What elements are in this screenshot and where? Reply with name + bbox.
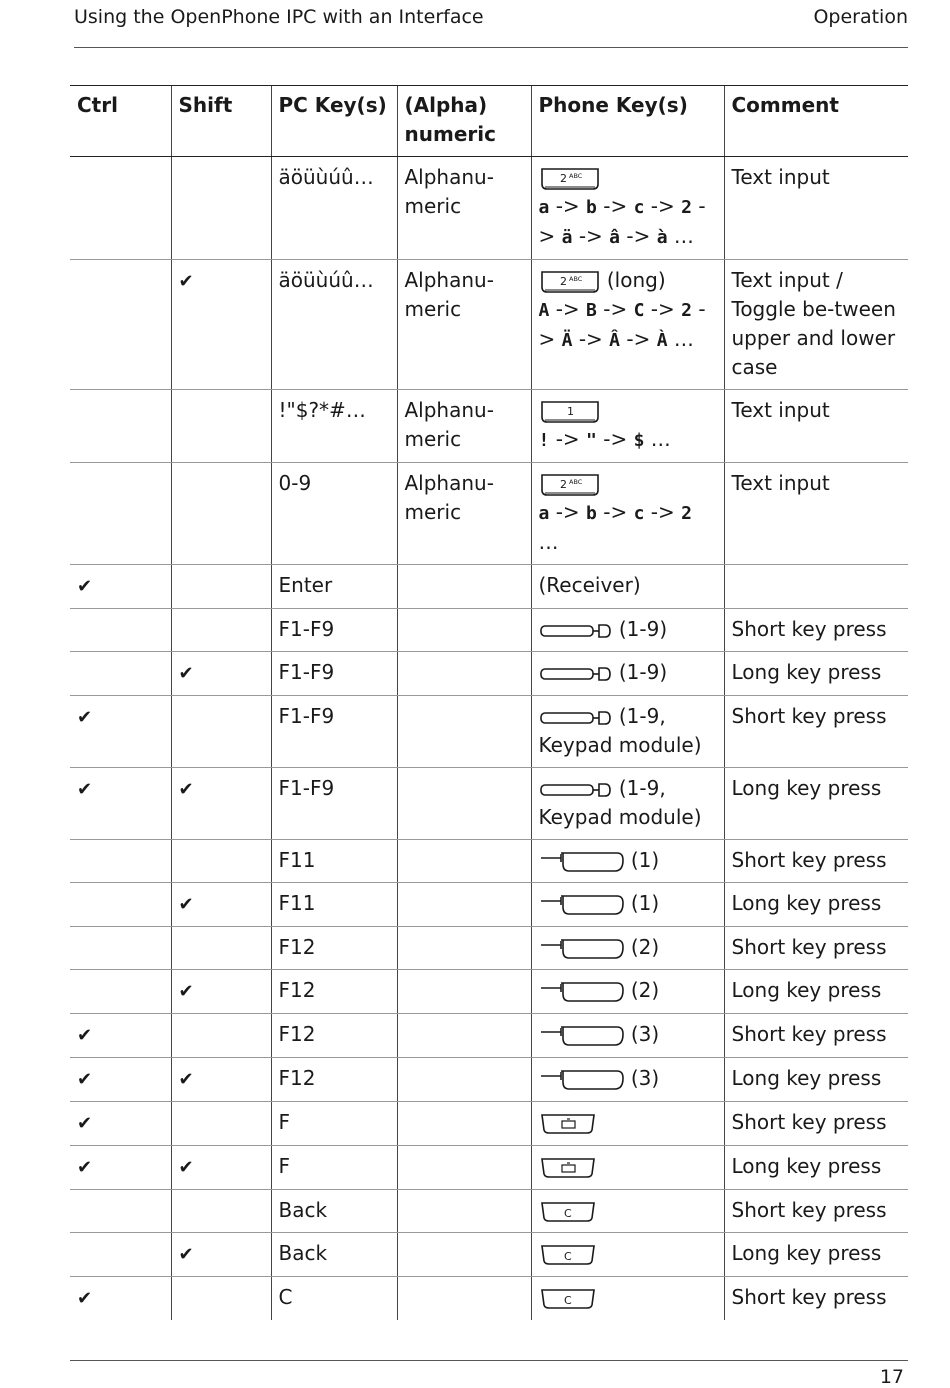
- table-header-row: [70, 86, 908, 157]
- shift-cell: [171, 1146, 271, 1190]
- table-row: [70, 260, 908, 390]
- table-row: [70, 157, 908, 260]
- ctrl-cell: [70, 1277, 171, 1321]
- phone-key-note: (1-9): [618, 617, 668, 641]
- ctrl-cell: [70, 1190, 171, 1233]
- ctrl-cell: [70, 768, 171, 840]
- table-row: [70, 1277, 908, 1321]
- alphanumeric-cell: [397, 840, 531, 883]
- alphanumeric-cell: [397, 1233, 531, 1277]
- phone-keys-cell: [531, 1146, 724, 1190]
- ctrl-check-icon: ✔: [77, 576, 93, 597]
- svg-text:2: 2: [559, 477, 567, 491]
- phone-keys-cell: [531, 696, 724, 768]
- alphanumeric-cell: Alphanu-meric: [397, 157, 531, 260]
- table-row: [70, 652, 908, 696]
- pc-keys-cell: Back: [271, 1233, 397, 1277]
- alphanumeric-cell: [397, 1190, 531, 1233]
- svg-text:ABC: ABC: [568, 274, 582, 283]
- seq-char: $: [633, 430, 645, 451]
- page-number: 17: [879, 1366, 904, 1388]
- side-key-right-icon: [539, 850, 625, 874]
- ctrl-cell: [70, 260, 171, 390]
- svg-text:ABC: ABC: [568, 477, 582, 486]
- pc-keys-cell: äöüùúû…: [271, 260, 397, 390]
- ctrl-check-icon: ✔: [77, 1157, 93, 1178]
- seq-char: à: [656, 227, 668, 248]
- comment-cell: Short key press: [724, 840, 908, 883]
- ctrl-cell: [70, 390, 171, 463]
- comment-cell: Long key press: [724, 768, 908, 840]
- comment-cell: Long key press: [724, 652, 908, 696]
- ctrl-cell: [70, 157, 171, 260]
- svg-text:C: C: [563, 1293, 572, 1307]
- comment-cell: Text input: [724, 463, 908, 565]
- col-phone-keys: Phone Key(s): [531, 86, 724, 157]
- key-1-icon: [539, 399, 601, 425]
- svg-text:C: C: [563, 1206, 572, 1220]
- shift-cell: [171, 1102, 271, 1146]
- header-title: Using the OpenPhone IPC with an Interface: [74, 6, 484, 28]
- side-key-right-icon: [539, 893, 625, 917]
- key-2-abc-icon: [539, 166, 601, 192]
- phone-keys-cell: [531, 157, 724, 260]
- phone-keys-cell: [531, 970, 724, 1014]
- phone-keys-cell: [531, 1233, 724, 1277]
- side-key-left-icon: [539, 708, 613, 728]
- phone-key-note: (2): [630, 935, 660, 959]
- alphanumeric-cell: [397, 1014, 531, 1058]
- ctrl-cell: [70, 970, 171, 1014]
- phone-keys-cell: [531, 1058, 724, 1102]
- table-row: [70, 1146, 908, 1190]
- phone-key-note: (long): [606, 268, 666, 292]
- seq-char: 2: [681, 300, 692, 321]
- key-2-abc-icon: [539, 269, 601, 295]
- shift-check-icon: ✔: [178, 894, 194, 915]
- phone-keys-cell: [531, 260, 724, 390]
- table-row: [70, 609, 908, 652]
- alphanumeric-cell: [397, 652, 531, 696]
- table-row: [70, 565, 908, 609]
- pc-keys-cell: F1-F9: [271, 609, 397, 652]
- ctrl-check-icon: ✔: [77, 1288, 93, 1309]
- pc-keys-cell: F: [271, 1146, 397, 1190]
- page-header: [74, 6, 908, 48]
- side-key-left-icon: [539, 780, 613, 800]
- alphanumeric-cell: [397, 696, 531, 768]
- char-sequence: ! -> " -> $ …: [538, 427, 671, 451]
- shift-cell: [171, 883, 271, 927]
- ctrl-cell: [70, 1102, 171, 1146]
- shift-check-icon: ✔: [178, 779, 194, 800]
- clear-key-icon: [539, 1200, 597, 1224]
- ctrl-cell: [70, 652, 171, 696]
- ctrl-check-icon: ✔: [77, 707, 93, 728]
- shift-cell: [171, 1190, 271, 1233]
- pc-keys-cell: F12: [271, 970, 397, 1014]
- phone-keys-cell: [531, 883, 724, 927]
- table-row: [70, 1190, 908, 1233]
- phone-keys-cell: [531, 565, 724, 609]
- ctrl-cell: [70, 463, 171, 565]
- comment-cell: Short key press: [724, 1190, 908, 1233]
- table-row: [70, 390, 908, 463]
- phone-key-note: (1-9, Keypad module): [538, 704, 702, 757]
- phone-key-note: (1): [630, 891, 660, 915]
- alphanumeric-cell: [397, 1058, 531, 1102]
- pc-keys-cell: Back: [271, 1190, 397, 1233]
- shift-check-icon: ✔: [178, 663, 194, 684]
- col-alphanumeric: (Alpha) numeric: [397, 86, 531, 157]
- alphanumeric-cell: [397, 1102, 531, 1146]
- seq-char: â: [609, 227, 621, 248]
- shift-check-icon: ✔: [178, 1157, 194, 1178]
- col-comment: Comment: [724, 86, 908, 157]
- menu-key-icon: [539, 1156, 597, 1180]
- seq-char: 2: [681, 503, 692, 524]
- shift-cell: [171, 1058, 271, 1102]
- alphanumeric-cell: Alphanu-meric: [397, 463, 531, 565]
- shift-check-icon: ✔: [178, 1069, 194, 1090]
- seq-char: À: [656, 330, 668, 351]
- ctrl-cell: [70, 565, 171, 609]
- comment-cell: Long key press: [724, 1233, 908, 1277]
- shift-check-icon: ✔: [178, 1244, 194, 1265]
- phone-keys-cell: [531, 1102, 724, 1146]
- pc-keys-cell: C: [271, 1277, 397, 1321]
- phone-key-note: (1): [630, 848, 660, 872]
- table-row: [70, 883, 908, 927]
- pc-keys-cell: F12: [271, 1058, 397, 1102]
- shift-cell: [171, 390, 271, 463]
- ctrl-cell: [70, 696, 171, 768]
- phone-keys-cell: [531, 390, 724, 463]
- pc-keys-cell: 0-9: [271, 463, 397, 565]
- seq-char: a: [538, 503, 550, 524]
- pc-keys-cell: äöüùúû…: [271, 157, 397, 260]
- shift-cell: [171, 840, 271, 883]
- header-section: Operation: [813, 6, 908, 28]
- table-row: [70, 1233, 908, 1277]
- comment-cell: Short key press: [724, 1277, 908, 1321]
- pc-keys-cell: F11: [271, 883, 397, 927]
- char-sequence: a -> b -> c -> 2 …: [538, 500, 692, 554]
- comment-cell: Long key press: [724, 1058, 908, 1102]
- svg-text:1: 1: [566, 404, 574, 418]
- seq-char: b: [586, 503, 597, 524]
- seq-char: ": [586, 430, 597, 451]
- comment-cell: Text input / Toggle be-tween upper and lower case: [724, 260, 908, 390]
- side-key-left-icon: [539, 621, 613, 641]
- table-row: [70, 463, 908, 565]
- char-sequence: A -> B -> C -> 2 -> Ä -> Â -> À …: [538, 297, 706, 351]
- alphanumeric-cell: [397, 1277, 531, 1321]
- phone-keys-cell: [531, 1014, 724, 1058]
- col-shift: Shift: [171, 86, 271, 157]
- seq-char: Â: [609, 330, 621, 351]
- comment-cell: Short key press: [724, 1102, 908, 1146]
- seq-char: 2: [681, 197, 692, 218]
- seq-char: c: [633, 197, 645, 218]
- ctrl-cell: [70, 840, 171, 883]
- svg-text:ABC: ABC: [568, 171, 582, 180]
- phone-keys-cell: [531, 609, 724, 652]
- phone-keys-cell: [531, 1277, 724, 1321]
- col-pc-keys: PC Key(s): [271, 86, 397, 157]
- pc-keys-cell: F: [271, 1102, 397, 1146]
- alphanumeric-cell: [397, 883, 531, 927]
- shift-check-icon: ✔: [178, 981, 194, 1002]
- phone-keys-cell: [531, 840, 724, 883]
- pc-keys-cell: F11: [271, 840, 397, 883]
- comment-cell: Short key press: [724, 696, 908, 768]
- alphanumeric-cell: [397, 927, 531, 970]
- ctrl-check-icon: ✔: [77, 779, 93, 800]
- table-row: [70, 1102, 908, 1146]
- phone-key-note: (Receiver): [538, 573, 641, 597]
- ctrl-cell: [70, 927, 171, 970]
- comment-cell: Text input: [724, 157, 908, 260]
- seq-char: !: [538, 430, 550, 451]
- table-row: [70, 927, 908, 970]
- shift-cell: [171, 1014, 271, 1058]
- menu-key-icon: [539, 1112, 597, 1136]
- table-row: [70, 696, 908, 768]
- pc-keys-cell: F1-F9: [271, 652, 397, 696]
- phone-key-note: (3): [630, 1022, 660, 1046]
- phone-keys-cell: [531, 463, 724, 565]
- col-ctrl: Ctrl: [70, 86, 171, 157]
- key-2-abc-icon: [539, 472, 601, 498]
- table-row: [70, 1058, 908, 1102]
- alphanumeric-cell: [397, 768, 531, 840]
- svg-text:2: 2: [559, 171, 567, 185]
- alphanumeric-cell: [397, 609, 531, 652]
- comment-cell: Long key press: [724, 883, 908, 927]
- ctrl-cell: [70, 609, 171, 652]
- phone-key-note: (1-9, Keypad module): [538, 776, 702, 829]
- pc-keys-cell: F12: [271, 927, 397, 970]
- table-row: [70, 1014, 908, 1058]
- ctrl-cell: [70, 1146, 171, 1190]
- phone-keys-cell: [531, 927, 724, 970]
- seq-char: b: [586, 197, 597, 218]
- seq-char: A: [538, 300, 550, 321]
- clear-key-icon: [539, 1243, 597, 1267]
- pc-keys-cell: F1-F9: [271, 696, 397, 768]
- alphanumeric-cell: [397, 1146, 531, 1190]
- side-key-right-icon: [539, 980, 625, 1004]
- comment-cell: Text input: [724, 390, 908, 463]
- side-key-right-icon: [539, 937, 625, 961]
- phone-keys-cell: [531, 1190, 724, 1233]
- ctrl-check-icon: ✔: [77, 1025, 93, 1046]
- shift-cell: [171, 565, 271, 609]
- comment-cell: Short key press: [724, 1014, 908, 1058]
- shift-cell: [171, 609, 271, 652]
- seq-char: ä: [561, 227, 573, 248]
- table-row: [70, 768, 908, 840]
- shift-cell: [171, 768, 271, 840]
- char-sequence: a -> b -> c -> 2 -> ä -> â -> à …: [538, 194, 706, 248]
- phone-key-note: (1-9): [618, 660, 668, 684]
- shift-cell: [171, 927, 271, 970]
- shift-cell: [171, 652, 271, 696]
- shift-cell: [171, 463, 271, 565]
- pc-keys-cell: F12: [271, 1014, 397, 1058]
- side-key-right-icon: [539, 1068, 625, 1092]
- clear-key-icon: [539, 1287, 597, 1311]
- alphanumeric-cell: [397, 970, 531, 1014]
- seq-char: B: [586, 300, 597, 321]
- table-row: [70, 970, 908, 1014]
- ctrl-check-icon: ✔: [77, 1069, 93, 1090]
- alphanumeric-cell: Alphanu-meric: [397, 390, 531, 463]
- alphanumeric-cell: Alphanu-meric: [397, 260, 531, 390]
- pc-keys-cell: Enter: [271, 565, 397, 609]
- svg-text:2: 2: [559, 274, 567, 288]
- comment-cell: Short key press: [724, 927, 908, 970]
- comment-cell: Short key press: [724, 609, 908, 652]
- phone-keys-cell: [531, 768, 724, 840]
- seq-char: c: [633, 503, 645, 524]
- shift-cell: [171, 157, 271, 260]
- pc-keys-cell: F1-F9: [271, 768, 397, 840]
- ctrl-cell: [70, 1014, 171, 1058]
- comment-cell: [724, 565, 908, 609]
- ctrl-check-icon: ✔: [77, 1113, 93, 1134]
- seq-char: Ä: [561, 330, 573, 351]
- key-mapping-table: [70, 85, 908, 1320]
- shift-cell: [171, 1277, 271, 1321]
- svg-text:C: C: [563, 1249, 572, 1263]
- shift-cell: [171, 696, 271, 768]
- seq-char: C: [633, 300, 645, 321]
- comment-cell: Long key press: [724, 970, 908, 1014]
- side-key-left-icon: [539, 664, 613, 684]
- ctrl-cell: [70, 1233, 171, 1277]
- phone-keys-cell: [531, 652, 724, 696]
- side-key-right-icon: [539, 1024, 625, 1048]
- alphanumeric-cell: [397, 565, 531, 609]
- seq-char: a: [538, 197, 550, 218]
- comment-cell: Long key press: [724, 1146, 908, 1190]
- shift-check-icon: ✔: [178, 271, 194, 292]
- ctrl-cell: [70, 883, 171, 927]
- pc-keys-cell: !"$?*#…: [271, 390, 397, 463]
- shift-cell: [171, 970, 271, 1014]
- phone-key-note: (3): [630, 1066, 660, 1090]
- ctrl-cell: [70, 1058, 171, 1102]
- shift-cell: [171, 260, 271, 390]
- table-row: [70, 840, 908, 883]
- phone-key-note: (2): [630, 978, 660, 1002]
- shift-cell: [171, 1233, 271, 1277]
- footer-rule: [70, 1360, 908, 1361]
